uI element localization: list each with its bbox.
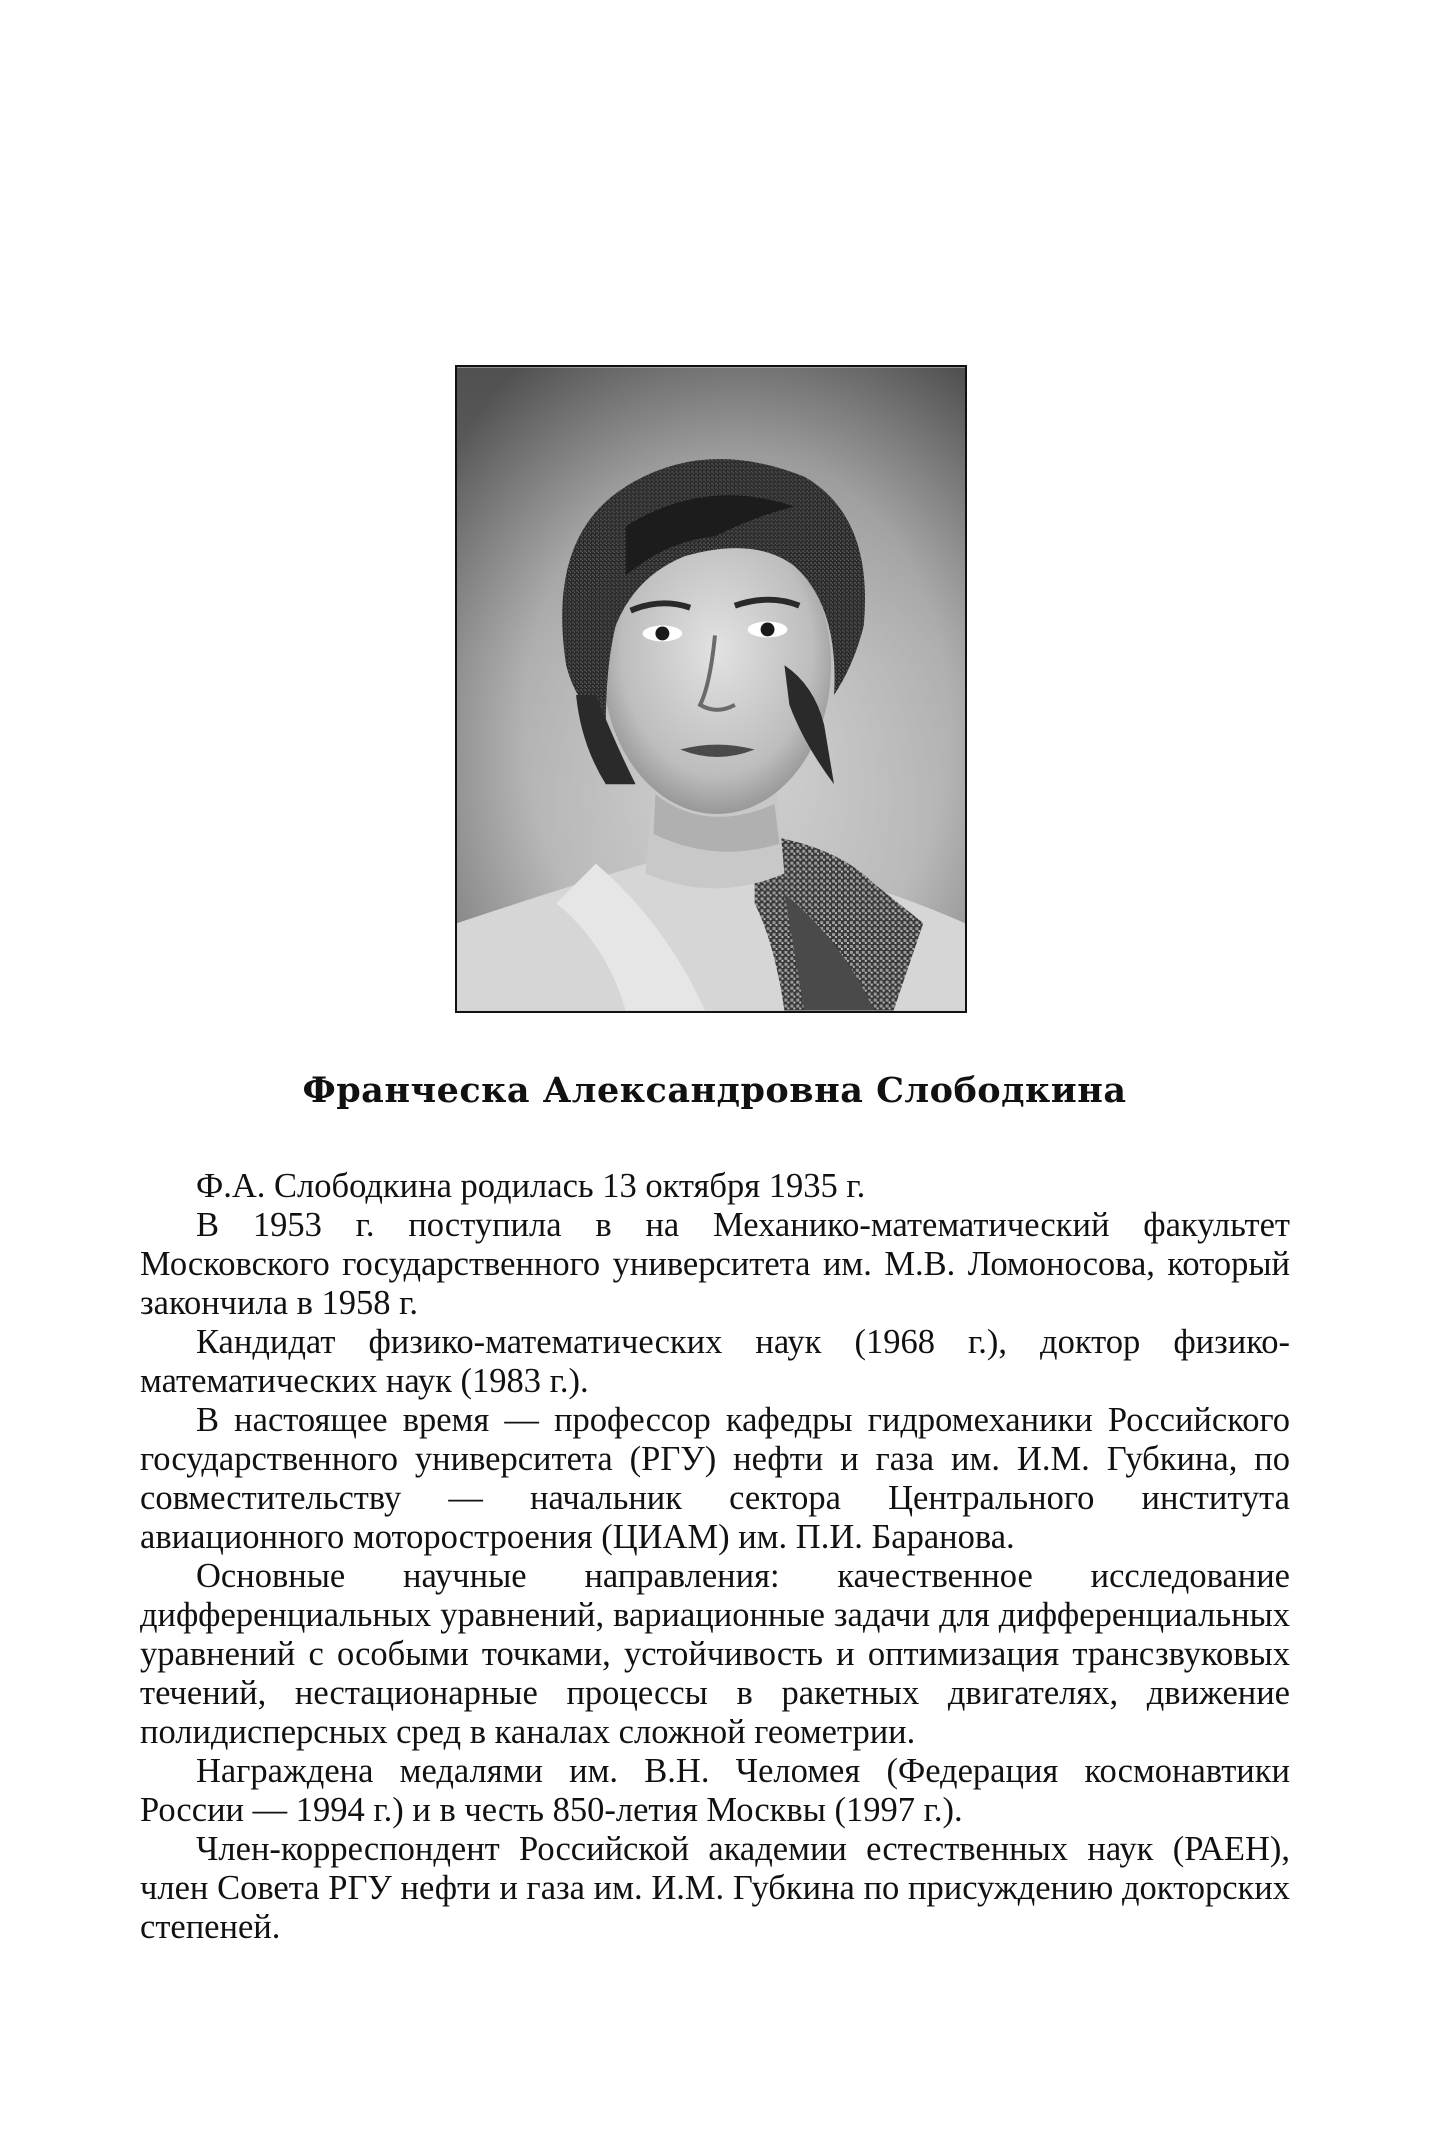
biography-text — [140, 1167, 1290, 1947]
bio-paragraph: Член-корреспондент Российской академии естественных наук (РАЕН), член Совета РГУ нефти и газа им. И.М. Губкина по присуждению докторских степеней. — [140, 1830, 1290, 1946]
portrait-image — [457, 367, 965, 1011]
bio-paragraph: В настоящее время — профессор кафедры гидромеханики Российского государственного университета (РГУ) нефти и газа им. И.М. Губкина, по совместительству — начальник сектора Центрального института авиационного моторостроения (ЦИАМ) им. П.И. Баранова. — [140, 1401, 1290, 1556]
portrait-photo — [455, 365, 967, 1013]
bio-paragraph: Кандидат физико-математических наук (1968 г.), доктор физико-математических наук (1983 г.). — [140, 1323, 1290, 1400]
bio-paragraph: Награждена медалями им. В.Н. Челомея (Федерация космонавтики России — 1994 г.) и в честь 850-летия Москвы (1997 г.). — [140, 1752, 1290, 1829]
person-name-heading: Франческа Александровна Слободкина — [302, 1070, 1127, 1111]
bio-paragraph: Основные научные направления: качественное исследование дифференциальных уравнений, вариационные задачи для дифференциальных уравнений с особыми точками, устойчивость и оптимизация трансзвуковых течений, нестационарные процессы в ракетных двигателях, движение полидисперсных сред в каналах сложной геометрии. — [140, 1557, 1290, 1751]
bio-paragraph: Ф.А. Слободкина родилась 13 октября 1935 г. — [196, 1167, 866, 1205]
bio-paragraph: В 1953 г. поступила в на Механико-математический факультет Московского государственного университета им. М.В. Ломоносова, который закончила в 1958 г. — [140, 1206, 1290, 1322]
